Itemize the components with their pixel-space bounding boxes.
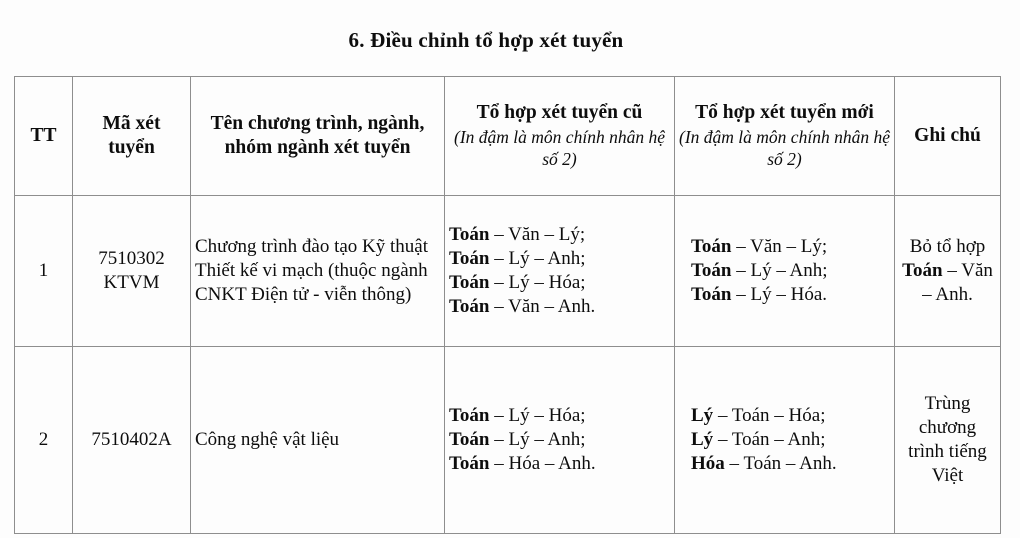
column-header-new-combination-label: Tổ hợp xét tuyển mới	[695, 102, 874, 124]
main-subject: Lý	[691, 429, 714, 451]
column-header-note-label: Ghi chú	[914, 125, 981, 147]
main-subject: Toán	[449, 272, 490, 293]
table-header-row	[15, 77, 1001, 196]
old-combination-line: Toán – Văn – Anh.	[449, 295, 596, 317]
cell-old-combinations	[445, 347, 675, 534]
old-combination-line: Toán – Lý – Hóa;	[449, 272, 586, 293]
cell-admission-code: 7510402A	[73, 347, 191, 534]
main-subject: Lý	[691, 405, 714, 427]
cell-admission-code: 7510302 KTVM	[73, 196, 191, 347]
column-header-new-combination	[675, 77, 895, 196]
cell-new-combinations	[675, 196, 895, 347]
column-header-code	[73, 77, 191, 196]
column-header-old-combination-label: Tổ hợp xét tuyển cũ	[476, 102, 643, 124]
new-combination-line: Hóa – Toán – Anh.	[691, 452, 837, 474]
main-subject: Toán	[449, 295, 490, 317]
old-combination-line: Toán – Lý – Anh;	[449, 248, 586, 270]
old-combination-line: Toán – Lý – Anh;	[449, 429, 586, 451]
column-header-program-label: Tên chương trình, ngành, nhóm ngành xét tuyển	[210, 113, 425, 158]
note-main-subject: Toán	[902, 260, 943, 282]
main-subject: Toán	[449, 405, 490, 427]
column-header-old-combination-note: (In đậm là môn chính nhân hệ số 2)	[454, 127, 665, 169]
new-combination-line: Toán – Lý – Anh;	[691, 260, 828, 282]
old-combination-line: Toán – Lý – Hóa;	[449, 405, 586, 427]
new-combination-line: Lý – Toán – Hóa;	[691, 405, 826, 427]
cell-old-combinations	[445, 196, 675, 347]
admission-combination-table	[14, 76, 1001, 534]
section-heading: 6. Điều chỉnh tổ hợp xét tuyển	[348, 28, 624, 52]
table-row	[15, 347, 1001, 534]
column-header-new-combination-note: (In đậm là môn chính nhân hệ số 2)	[679, 127, 890, 169]
table-row	[15, 196, 1001, 347]
main-subject: Toán	[449, 452, 490, 474]
column-header-tt	[15, 77, 73, 196]
main-subject: Toán	[691, 260, 732, 282]
main-subject: Hóa	[691, 452, 725, 474]
main-subject: Toán	[691, 283, 732, 305]
column-header-old-combination	[445, 77, 675, 196]
main-subject: Toán	[449, 248, 490, 270]
table-body	[15, 196, 1001, 534]
cell-note: Trùng chương trình tiếng Việt	[895, 347, 1001, 534]
cell-new-combinations	[675, 347, 895, 534]
old-combination-line: Toán – Hóa – Anh.	[449, 452, 596, 474]
table-header	[15, 77, 1001, 196]
cell-index: 2	[15, 347, 73, 534]
column-header-note	[895, 77, 1001, 196]
cell-index: 1	[15, 196, 73, 347]
column-header-program	[191, 77, 445, 196]
cell-note: Bỏ tổ hợp Toán – Văn – Anh.	[895, 196, 1001, 347]
new-combination-line: Lý – Toán – Anh;	[691, 429, 826, 451]
cell-program-name: Chương trình đào tạo Kỹ thuật Thiết kế vi mạch (thuộc ngành CNKT Điện tử - viễn thông)	[191, 196, 445, 347]
main-subject: Toán	[449, 224, 490, 246]
main-subject: Toán	[449, 429, 490, 451]
column-header-tt-label: TT	[30, 125, 57, 147]
column-header-code-label: Mã xét tuyển	[102, 113, 161, 158]
main-subject: Toán	[691, 236, 732, 258]
new-combination-line: Toán – Lý – Hóa.	[691, 283, 828, 305]
cell-program-name: Công nghệ vật liệu	[191, 347, 445, 534]
old-combination-line: Toán – Văn – Lý;	[449, 224, 586, 246]
new-combination-line: Toán – Văn – Lý;	[691, 236, 828, 258]
